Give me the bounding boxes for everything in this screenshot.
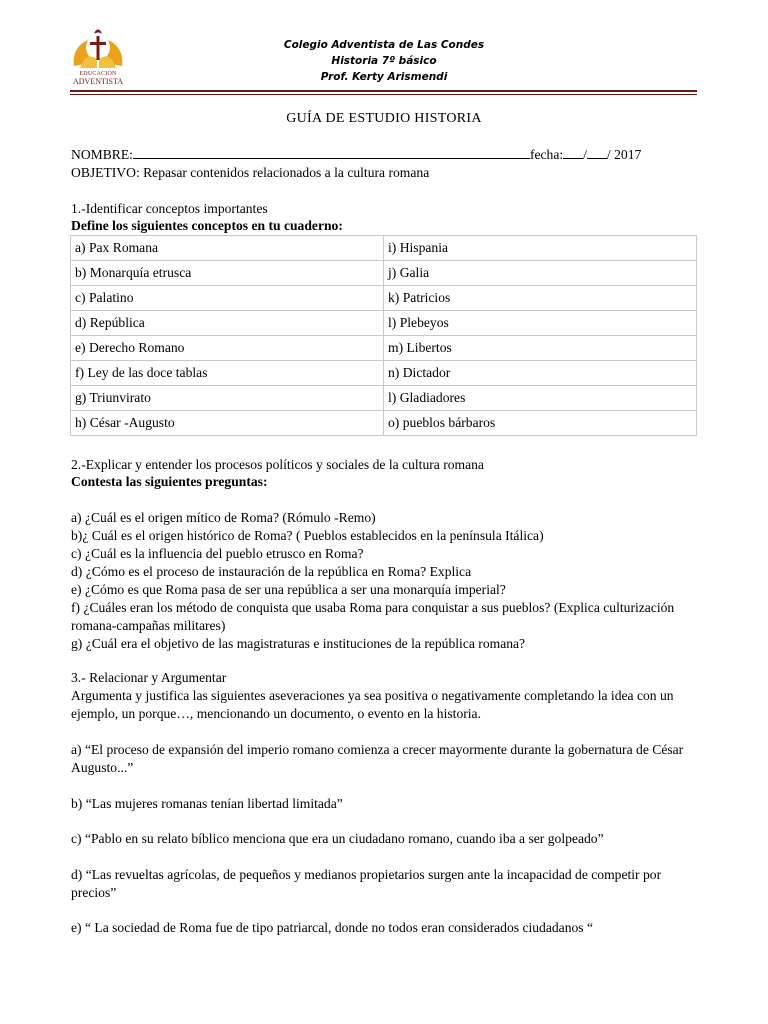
course-name: Historia 7º básico [331,55,437,67]
concept-cell: a) Pax Romana [71,236,384,261]
argument-item-c: c) “Pablo en su relato bíblico menciona que era un ciudadano romano, cuando iba a ser golpeado” [71,831,604,846]
logo-wordmark [70,70,126,86]
question-item: f) ¿Cuáles eran los método de conquista que usaba Roma para conquistar a sus pueblos? (Explica culturización romana-campañas militares) [71,600,675,633]
question-item: d) ¿Cómo es el proceso de instauración de la república en Roma? Explica [71,564,472,579]
argument-item-d: d) “Las revueltas agrícolas, de pequeños y medianos propietarios surgen ante la incapacidad de competir por precios” [71,867,662,900]
section2-instruction: Contesta las siguientes preguntas: [71,474,268,489]
concept-cell: d) República [71,311,384,336]
argument-item-a: a) “El proceso de expansión del imperio romano comienza a crecer mayormente durante la gobernatura de César Augusto...” [71,742,684,775]
objetivo: OBJETIVO: Repasar contenidos relacionados a la cultura romana [71,165,430,180]
document-header [200,37,568,85]
question-item: b)¿ Cuál es el origen histórico de Roma? ( Pueblos establecidos en la península Itálica) [71,528,544,543]
section2-heading: 2.-Explicar y entender los procesos políticos y sociales de la cultura romana [71,457,484,472]
concepts-table [70,235,697,436]
teacher-name: Prof. Kerty Arismendi [320,71,448,83]
concept-cell: h) César -Augusto [71,411,384,436]
page-title: GUÍA DE ESTUDIO HISTORIA [286,111,482,126]
header-rule-thin [70,94,697,95]
section3-heading: 3.- Relacionar y Argumentar [71,670,227,685]
concept-cell: g) Triunvirato [71,386,384,411]
argument-item-b: b) “Las mujeres romanas tenían libertad limitada” [71,796,343,811]
logo-line1: EDUCACIÓN [79,71,117,77]
concept-cell: l) Gladiadores [384,386,697,411]
section1-heading: 1.-Identificar conceptos importantes [71,201,268,216]
nombre-row: NOMBRE: fecha: / / 2017 [71,147,642,162]
concept-cell: k) Patricios [384,286,697,311]
fecha-year: / 2017 [606,147,642,162]
section1-instruction: Define los siguientes conceptos en tu cuaderno: [71,218,343,233]
argument-item-e: e) “ La sociedad de Roma fue de tipo patriarcal, donde no todos eran considerados ciudadanos “ [71,920,594,935]
table-row [71,386,697,411]
table-row [71,361,697,386]
school-name: Colegio Adventista de Las Condes [283,39,485,51]
fecha-day-blank [563,147,583,159]
table-row [71,236,697,261]
concept-cell: e) Derecho Romano [71,336,384,361]
header-rule-thick [70,90,697,92]
concept-cell: m) Libertos [384,336,697,361]
fecha-month-blank [587,147,607,159]
question-item: a) ¿Cuál es el origen mítico de Roma? (Rómulo -Remo) [71,510,376,525]
concept-cell: n) Dictador [384,361,697,386]
concept-cell: l) Plebeyos [384,311,697,336]
questions-list [71,509,699,653]
concept-cell: j) Galia [384,261,697,286]
table-row [71,336,697,361]
concept-cell: i) Hispania [384,236,697,261]
concept-cell: f) Ley de las doce tablas [71,361,384,386]
section3-instruction: Argumenta y justifica las siguientes aseveraciones ya sea positiva o negativamente completando la idea con un ejemplo, un porque…, mencionando un documento, o evento en la historia. [71,688,674,721]
table-row [71,286,697,311]
fecha-label: fecha: [529,147,564,162]
table-row [71,311,697,336]
concept-cell: c) Palatino [71,286,384,311]
nombre-label: NOMBRE: [71,147,133,162]
question-item: c) ¿Cuál es la influencia del pueblo etrusco en Roma? [71,546,364,561]
concept-cell: b) Monarquía etrusca [71,261,384,286]
concept-cell: o) pueblos bárbaros [384,411,697,436]
nombre-blank [133,147,530,159]
question-item: e) ¿Cómo es que Roma pasa de ser una república a ser una monarquía imperial? [71,582,506,597]
table-row [71,411,697,436]
question-item: g) ¿Cuál era el objetivo de las magistraturas e instituciones de la república romana? [71,636,526,651]
logo-line2: ADVENTISTA [72,77,124,86]
table-row [71,261,697,286]
